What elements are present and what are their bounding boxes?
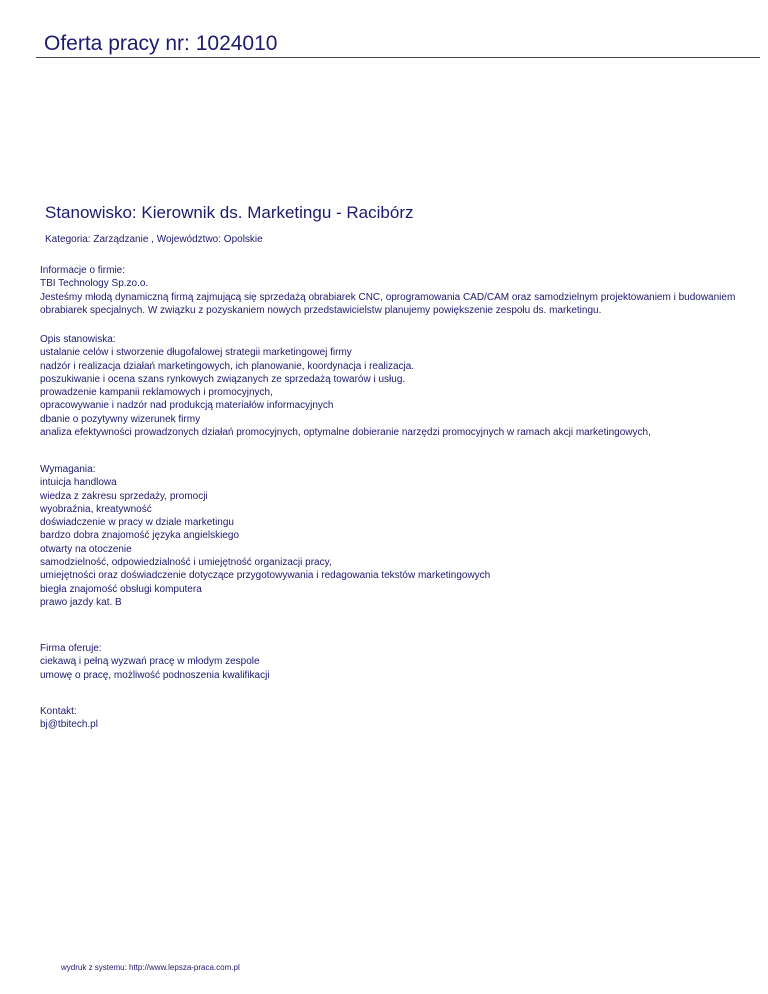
offer-item: umowę o pracę, możliwość podnoszenia kwalifikacji xyxy=(40,669,270,681)
job-meta: Kategoria: Zarządzanie , Województwo: Opolskie xyxy=(45,234,263,245)
contact-heading: Kontakt: xyxy=(40,706,77,717)
requirement-item: biegła znajomość obsługi komputera xyxy=(40,583,202,595)
offer-section xyxy=(40,642,740,682)
description-item: ustalanie celów i stworzenie długofalowej strategii marketingowej firmy xyxy=(40,347,352,359)
company-name: TBI Technology Sp.zo.o. xyxy=(40,278,149,290)
description-item: prowadzenie kampanii reklamowych i promocyjnych, xyxy=(40,387,273,399)
requirement-item: samodzielność, odpowiedzialność i umiejętność organizacji pracy, xyxy=(40,557,332,569)
requirements-section xyxy=(40,463,740,609)
job-title: Stanowisko: Kierownik ds. Marketingu - Racibórz xyxy=(45,203,414,222)
description-item: nadzór i realizacja działań marketingowych, ich planowanie, koordynacja i realizacja. xyxy=(40,360,415,372)
requirements-heading: Wymagania: xyxy=(40,464,96,475)
requirement-item: wiedza z zakresu sprzedaży, promocji xyxy=(40,490,208,502)
company-description: Jesteśmy młodą dynamiczną firmą zajmującą się sprzedażą obrabiarek CNC, oprogramowania CAD/CAM oraz samodzielnym projektowaniem i budowaniem obrabiarek specjalnych. W związku z pozyskaniem nowych przedstawicielstw planujemy powiększenie zespołu ds. marketingu. xyxy=(40,291,736,316)
header-divider xyxy=(36,57,760,58)
offer-heading: Firma oferuje: xyxy=(40,643,102,654)
description-item: opracowywanie i nadzór nad produkcją materiałów informacyjnych xyxy=(40,400,334,412)
requirement-item: bardzo dobra znajomość języka angielskiego xyxy=(40,530,240,542)
company-heading: Informacje o firmie: xyxy=(40,265,126,276)
description-heading: Opis stanowiska: xyxy=(40,334,116,345)
requirement-item: otwarty na otoczenie xyxy=(40,543,132,555)
company-section xyxy=(40,264,740,317)
requirement-item: intuicja handlowa xyxy=(40,477,117,489)
description-item: dbanie o pozytywny wizerunek firmy xyxy=(40,413,201,425)
print-footer: wydruk z systemu: http://www.lepsza-praca.com.pl xyxy=(61,963,240,972)
page-title: Oferta pracy nr: 1024010 xyxy=(44,32,278,55)
job-description-section xyxy=(40,333,740,439)
offer-item: ciekawą i pełną wyzwań pracę w młodym zespole xyxy=(40,656,260,668)
requirement-item: doświadczenie w pracy w dziale marketingu xyxy=(40,517,234,529)
description-item: poszukiwanie i ocena szans rynkowych związanych ze sprzedażą towarów i usług. xyxy=(40,373,406,385)
requirement-item: prawo jazdy kat. B xyxy=(40,596,122,608)
requirement-item: wyobraźnia, kreatywność xyxy=(40,503,152,515)
requirement-item: umiejętności oraz doświadczenie dotyczące przygotowywania i redagowania tekstów marketingowych xyxy=(40,570,491,582)
description-item: analiza efektywności prowadzonych działań promocyjnych, optymalne dobieranie narzędzi promocyjnych w ramach akcji marketingowych, xyxy=(40,427,651,439)
contact-email: bj@tbitech.pl xyxy=(40,719,98,731)
contact-section xyxy=(40,705,740,732)
